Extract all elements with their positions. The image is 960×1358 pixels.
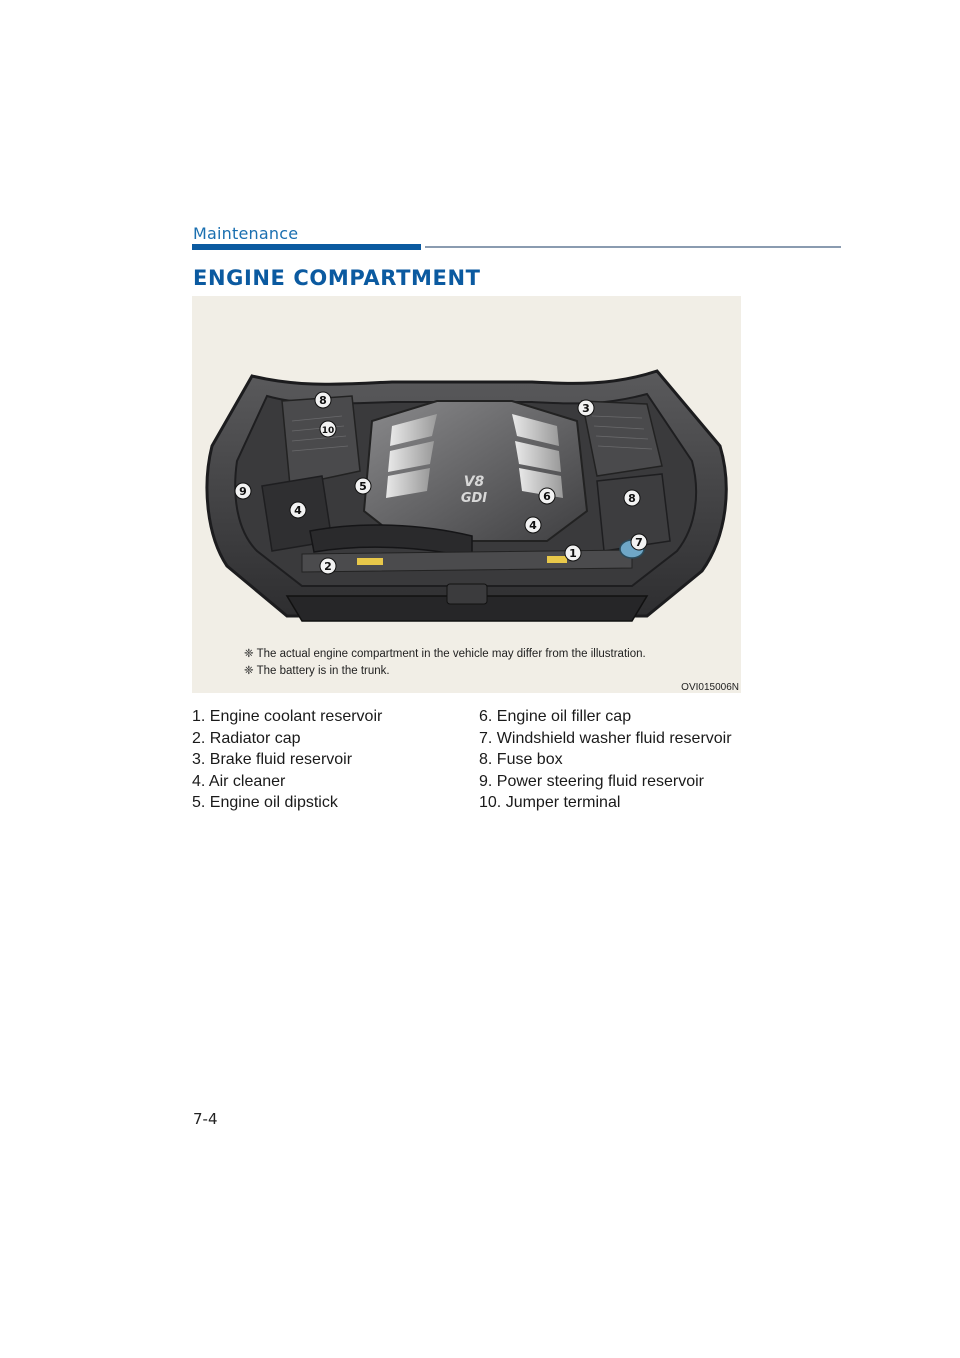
callout-8-right [624,490,640,506]
svg-text:5: 5 [359,480,367,493]
svg-text:8: 8 [628,492,636,505]
svg-text:3: 3 [582,402,590,415]
callout-7 [631,534,647,550]
svg-text:2: 2 [324,560,332,573]
engine-illustration-svg [192,296,741,693]
engine-compartment-illustration [192,296,741,693]
page-title: ENGINE COMPARTMENT [193,266,481,290]
figure-note: ❈ The battery is in the trunk. [244,665,390,677]
caution-label [547,556,567,563]
page-number: 7-4 [193,1110,218,1128]
svg-text:6: 6 [543,490,551,503]
legend-item: 10. Jumper terminal [479,794,621,811]
legend-item: 2. Radiator cap [192,729,301,747]
radiator-support [302,550,632,572]
figure-code: OVI015006N [681,682,739,693]
section-label: Maintenance [193,224,299,243]
engine-cover [364,401,587,541]
legend-item: 8. Fuse box [479,751,563,768]
svg-text:8: 8 [319,394,327,407]
legend-right-column [479,706,732,814]
callout-6 [539,488,555,504]
svg-text:10: 10 [321,426,335,436]
svg-text:4: 4 [294,504,302,517]
svg-text:7: 7 [635,536,643,549]
caution-label [357,558,383,565]
legend-item: 5. Engine oil dipstick [192,794,338,811]
callout-1 [565,545,581,561]
engine-cover-v8-text: V8 [463,474,485,490]
svg-text:1: 1 [569,547,577,560]
hood-latch [447,584,487,604]
callout-2 [320,558,336,574]
legend-item: 4. Air cleaner [192,772,286,790]
legend-item: 3. Brake fluid reservoir [192,751,353,768]
legend-item: 1. Engine coolant reservoir [192,708,383,725]
svg-text:9: 9 [239,485,247,498]
callout-9 [235,483,251,499]
callout-10 [320,421,336,437]
callout-8-left [315,392,331,408]
svg-text:4: 4 [529,519,537,532]
legend-left-column [192,706,382,814]
callout-5 [355,478,371,494]
engine-cover-gdi-text: GDI [460,491,488,506]
callout-4-left [290,502,306,518]
header-rule-accent [192,244,421,250]
header-rule [425,246,841,248]
legend-item: 7. Windshield washer fluid reservoir [479,729,732,747]
figure-notes [244,646,646,680]
callout-4-right [525,517,541,533]
figure-note: ❈ The actual engine compartment in the vehicle may differ from the illustration. [244,648,646,660]
legend-item: 9. Power steering fluid reservoir [479,772,704,790]
callout-3 [578,400,594,416]
legend-item: 6. Engine oil filler cap [479,708,632,725]
